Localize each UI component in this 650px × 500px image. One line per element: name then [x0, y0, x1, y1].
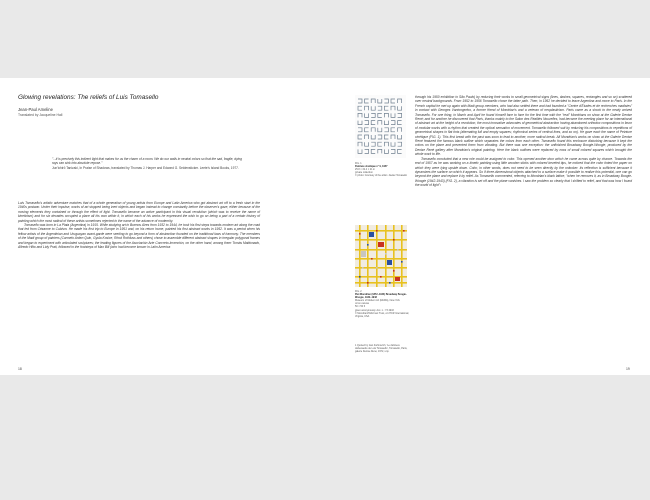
epigraph	[52, 157, 242, 170]
kinetic-glyph	[378, 99, 382, 103]
kinetic-glyph	[384, 128, 388, 132]
kinetic-glyph	[384, 121, 388, 125]
body-text-right	[415, 95, 632, 188]
color-block	[378, 242, 384, 247]
kinetic-glyph	[384, 142, 388, 146]
yellow-line	[385, 225, 387, 287]
color-block	[395, 277, 400, 281]
color-square	[371, 258, 373, 260]
kinetic-glyph	[358, 106, 362, 110]
color-square	[376, 230, 378, 232]
figure-1-title: Peinture cinétique n° 9, 1957	[355, 165, 388, 169]
yellow-line	[355, 282, 407, 284]
footnote: 1 Quoted by Ivan Furlinovich, 'Le délicieux dodecaedre de Luis Tomasello', Tomasello, Paris, galerie Denise René, 1972, unp.	[355, 344, 408, 354]
kinetic-glyph	[391, 106, 395, 110]
kinetic-glyph	[391, 128, 395, 132]
kinetic-glyph	[398, 142, 402, 146]
color-square	[359, 233, 361, 235]
figure-2-detail: © Mondrian/Holtzman Trust, c/o HCR International, Virginia, USA	[355, 311, 409, 318]
yellow-line	[355, 239, 407, 241]
kinetic-glyph	[378, 121, 382, 125]
paragraph: Tomasello concluded that a new role could be assigned to color. This opened another door which he came across quite by chance. Towards the end of 1957 as he was working on a kinetic painting using little wooden sticks with colored beveled tips, he noticed that the color tinted the paper on which they were lying upside down. Color, in other words, does not need to be seen directly by the onlooker. Its reflection is sufficient because it dynamizes the surface on which it appears. So if three-dimensional objects attached to a surface make it possible to realize this potential, one can go beyond the plane and replace it by relief. As Tomasello commented, referring to Mondrian's black lattice, "when he removes it, as in Broadway Boogie-Woogie (1942-1943) (FIG. 2), a vibration is set off and the plane vanishes. I saw the problem so clearly that I shifted to relief, and that was how I found the world of light"¹	[415, 156, 632, 188]
kinetic-glyph	[391, 135, 395, 139]
figure-1-detail: private collection	[355, 171, 373, 175]
article-title: Glowing revelations: The reliefs of Luis Tomasello	[18, 94, 159, 101]
color-square	[362, 267, 364, 269]
yellow-line	[355, 249, 407, 251]
color-square	[393, 239, 395, 241]
kinetic-glyph	[378, 113, 382, 117]
yellow-line	[401, 225, 403, 287]
color-square	[403, 230, 405, 232]
figure-1-kinetic-painting	[355, 95, 406, 158]
kinetic-glyph	[398, 149, 402, 153]
figure-1-label: FIG. 1	[355, 162, 362, 165]
kinetic-glyph	[358, 113, 362, 117]
kinetic-painting-image	[355, 95, 406, 158]
page-number-left: 18	[18, 367, 22, 371]
kinetic-glyph	[371, 113, 375, 117]
kinetic-glyph	[358, 142, 362, 146]
color-square	[389, 282, 391, 284]
figure-2-caption	[355, 290, 411, 318]
kinetic-glyph	[365, 128, 369, 132]
epigraph-quote: "...it is precisely this indirect light that makes for us the charm of a room. We do our walls in neutral colors so that the sad, fragile, dying rays can sink into absolute repose."	[52, 157, 242, 166]
paragraph: through his 1950 exhibition in São Paulo) by reducing their works to small geometrical signs (lines, dashes, squares, rectangles and so on) scattered over neutral backgrounds. From 1952 to 1956 Tomasello chose the latter path. Then, in 1952 he decided to leave Argentina and move to Paris. In the French capital he met up again with Madi group members, who had also settled there and had founded a "Centre d'Études et de recherches madistes" in contact with Georges Vantongerloo, a former friend of Mondrian's and a veteran of neoplasticism. Paris came as a shock to the newly arrived Tomasello. For one thing, in March and April he found himself face to face for the first time with the "real" Mondrians on show at the Galerie Denise René; and for another he discovered that Paris, thanks mainly to the Salon des Réalités Nouvelles, had become the meeting place for an international of abstract art at the height of a revolution, the most innovative advocates of geometrical abstraction having abandoned orthodox compositions in favor of modular works with a rhythm that created the optical sensation of movement. Tomasello followed suit by reducing his compositions to repetitions of geometrical shapes in flat tints (alternating full and empty squares; rhythmical series of vertical lines, and so on). He gave each the name of Peinture cinétique (FIG. 1). This first break with the past was soon to lead to another, more radical break. All Mondrian's works on show at the Galerie Denise René featured the famous black outline which separates the colors from each other. Tomasello found this enclosure disturbing because it kept the colors on the plane and prevented them from vibrating. But there was one exception: the unfinished Broadway Boogie-Woogie, produced by the Denise René gallery after Mondrian's original painting. Here the black outlines were replaced by rows of small colored squares which brought the whole work to life.	[415, 95, 632, 157]
mondrian-painting-image	[355, 225, 407, 287]
yellow-line	[376, 225, 378, 287]
article-translator: Translated by Jacqueline Hall	[18, 113, 63, 117]
color-block	[369, 232, 374, 237]
yellow-line	[355, 230, 407, 232]
kinetic-glyph	[365, 121, 369, 125]
kinetic-glyph	[391, 99, 395, 103]
figure-2-detail: 50 × 50 ft	[355, 305, 366, 309]
figure-2-broadway-boogie-woogie	[355, 225, 407, 287]
color-block	[387, 260, 392, 265]
kinetic-glyph	[384, 113, 388, 117]
color-square	[397, 249, 399, 251]
kinetic-glyph	[398, 121, 402, 125]
kinetic-glyph	[365, 113, 369, 117]
color-square	[367, 244, 369, 246]
figure-2-detail: given anonymously. Acc. n.: 73.1943	[355, 308, 394, 312]
figure-1-caption	[355, 162, 411, 177]
kinetic-glyph	[378, 135, 382, 139]
page-number-right: 19	[626, 367, 630, 371]
kinetic-glyph	[358, 149, 362, 153]
kinetic-glyph	[371, 128, 375, 132]
figure-2-detail: oil on canvas	[355, 302, 369, 306]
kinetic-glyph	[378, 128, 382, 132]
color-square	[385, 253, 387, 255]
epigraph-source: Jun'ichirō Tanizaki, In Praise of Shadows, translated by Thomas J. Harper and Edward G. Seidensticker. Leete's Island Books, 1977.	[52, 165, 239, 170]
kinetic-glyph	[391, 121, 395, 125]
color-square	[393, 270, 395, 272]
kinetic-glyph	[358, 128, 362, 132]
kinetic-glyph	[384, 106, 388, 110]
kinetic-glyph	[384, 149, 388, 153]
kinetic-glyph	[358, 121, 362, 125]
color-square	[367, 282, 369, 284]
kinetic-glyph	[371, 149, 375, 153]
color-square	[359, 276, 361, 278]
kinetic-glyph	[371, 121, 375, 125]
kinetic-glyph	[398, 106, 402, 110]
kinetic-glyph	[398, 113, 402, 117]
kinetic-glyph	[398, 128, 402, 132]
figure-1-detail: © photo: Courtesy of the artist • Atelier Tomasello	[355, 174, 407, 178]
kinetic-glyph	[378, 142, 382, 146]
kinetic-glyph	[398, 99, 402, 103]
yellow-line	[367, 225, 369, 287]
kinetic-glyph	[378, 106, 382, 110]
figure-2-detail: Museum of Modern Art (MoMA), New York	[355, 299, 400, 303]
kinetic-glyph	[358, 99, 362, 103]
kinetic-glyph	[371, 99, 375, 103]
kinetic-glyph	[365, 106, 369, 110]
kinetic-glyph	[384, 135, 388, 139]
figure-2-title: Piet Mondrian (1872–1944) Broadway Boogie-Woogie, 1942–1943	[355, 293, 407, 300]
color-block	[361, 251, 366, 257]
kinetic-glyph	[371, 142, 375, 146]
kinetic-glyph	[371, 106, 375, 110]
color-square	[380, 276, 382, 278]
kinetic-glyph	[391, 142, 395, 146]
kinetic-glyph	[391, 113, 395, 117]
kinetic-glyph	[358, 135, 362, 139]
article-author: Jean-Paul Ameline	[18, 107, 53, 112]
figure-1-detail: 25.8 × 32.4 × 21 in	[355, 168, 375, 172]
kinetic-glyph	[365, 149, 369, 153]
kinetic-glyph	[384, 99, 388, 103]
kinetic-glyph	[391, 149, 395, 153]
color-square	[401, 261, 403, 263]
kinetic-glyph	[398, 135, 402, 139]
body-text-left	[18, 201, 260, 249]
kinetic-glyph	[378, 149, 382, 153]
color-square	[376, 267, 378, 269]
figure-2-label: FIG. 2	[355, 290, 362, 293]
kinetic-glyph	[365, 99, 369, 103]
yellow-line	[393, 225, 395, 287]
yellow-line	[355, 258, 407, 260]
kinetic-glyph	[371, 135, 375, 139]
kinetic-glyph	[365, 142, 369, 146]
paragraph: Tomasello was born in La Plata (Argentina) in 1915. While studying art in Buenos Aires from 1932 to 1944, he took his first steps towards modern art along the road that led from Cézanne to Cubism. He made his first trip to Europe in 1951 and, on his return home, painted his first abstract works in 1952. It was a period when his fellow artists of the Argentinian and Uruguayan avant-garde were seeking to go beyond a form of abstraction founded on the traditional laws of harmony. The members of the Madi group of painters (Carmelo Arden Quin, Gyula Kosice, Rhod Rothfuss and others) chose to assemble different abstract shapes in irregular polygonal frames and began to experiment with articulated sculptures; the leading figures of the Asociación Arte Concreto-Invención, on the other hand, among them Tomás Maldonado, Alfredo Hlito and Lídy Prati, followed in the footsteps of Max Bill (who had become known in Latin America	[18, 223, 260, 250]
kinetic-glyph	[365, 135, 369, 139]
paragraph: Luis Tomasello's artistic adventure matches that of a whole generation of young artists from Europe and Latin America who got abstract art off to a fresh start in the 1940s postwar. Under their impulse, works of art stopped being inert objects and began instead to change constantly before the observer's gaze, either because of the moving elements they contained or through the effect of light. Tomasello became an active participant in this visual revolution (which was to receive the name of kineticism) and for six decades occupied a place all his own within it, in which each of his works he expressed the wish to go on being a part of a certain history of painting which the most radical of these artists sometimes rejected in the name of the advance of modernity.	[18, 201, 260, 223]
